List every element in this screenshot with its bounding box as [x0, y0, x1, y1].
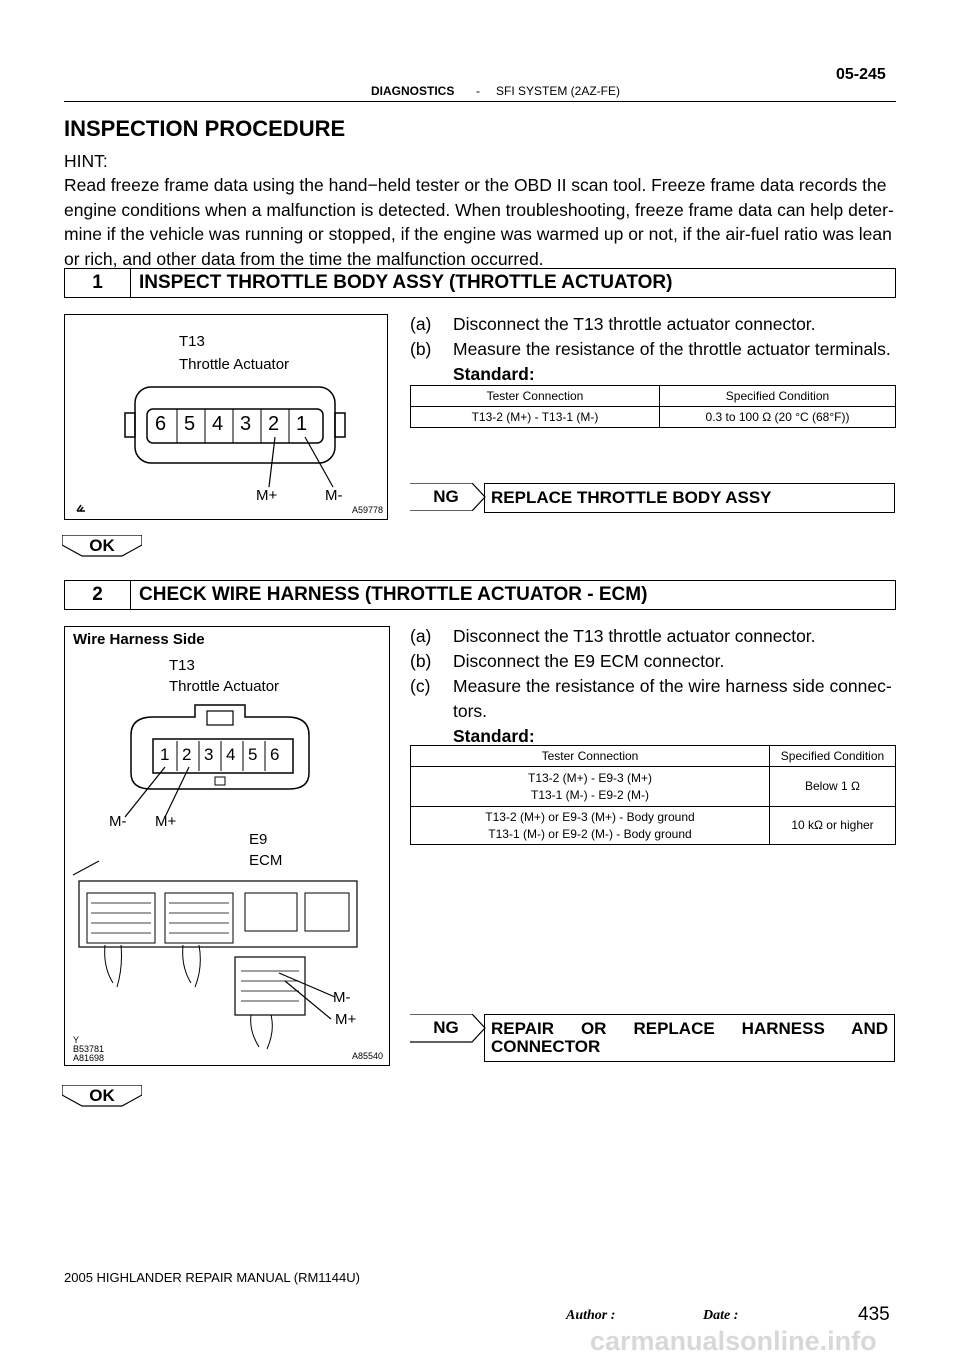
harness-lock — [207, 711, 233, 725]
instruction-letter: (a) — [410, 626, 432, 646]
instruction-text: tors. — [453, 701, 488, 721]
table-header: Tester Connection — [411, 746, 770, 767]
pin-label: 3 — [204, 745, 214, 764]
ecm-window — [245, 893, 297, 931]
instruction-text: Measure the resistance of the throttle actuator terminals. — [453, 339, 891, 359]
fig2-ecm-m-minus: M- — [333, 989, 351, 1006]
e9-wires — [251, 1015, 273, 1049]
fig2-connector-name: Throttle Actuator — [169, 678, 280, 695]
fig2-label-m-plus: M+ — [155, 813, 177, 830]
fig1-code: A59778 — [352, 505, 384, 515]
page-title: INSPECTION PROCEDURE — [64, 116, 346, 141]
pin-label: 5 — [184, 413, 196, 435]
pin-label: 4 — [212, 413, 224, 435]
header-rule — [64, 101, 896, 102]
pin-label: 1 — [296, 413, 308, 435]
step-2-header — [64, 580, 896, 610]
instruction-text: Measure the resistance of the wire harness side connec- — [453, 676, 892, 696]
leader-e9-minus — [279, 973, 335, 997]
ng-action-line-1: REPAIR OR REPLACE HARNESS AND — [491, 1019, 888, 1038]
pin-label: 6 — [155, 413, 167, 435]
leader-e9-plus — [285, 981, 331, 1019]
page-number: 435 — [858, 1304, 890, 1325]
figure-throttle-connector — [64, 314, 388, 520]
table-cell-line: T13-1 (M-) - E9-2 (M-) — [531, 787, 649, 802]
leader-m-minus — [305, 437, 333, 487]
page-ref: 05-245 — [836, 66, 886, 83]
fig1-connector-id: T13 — [179, 333, 205, 350]
step-1-ng-result[interactable] — [410, 483, 895, 511]
fig2-ecm-name: ECM — [249, 852, 283, 869]
header-system: SFI SYSTEM (2AZ-FE) — [496, 84, 621, 98]
header-separator: - — [476, 84, 480, 98]
fig2-code-3: A85540 — [352, 1051, 384, 1061]
table-header: Tester Connection — [411, 386, 660, 407]
table-cell — [411, 807, 770, 845]
ecm-outline — [73, 861, 99, 875]
ecm-window — [305, 893, 349, 931]
harness-key — [215, 777, 225, 785]
fig1-label-m-minus: M- — [325, 487, 343, 504]
table-cell: T13-2 (M+) - T13-1 (M-) — [411, 407, 660, 428]
ng-label: NG — [433, 487, 459, 506]
hint-line: Read freeze frame data using the hand−held tester or the OBD II scan tool. Freeze frame data records the — [64, 175, 887, 195]
header-bar — [0, 84, 960, 100]
instruction-text: Disconnect the T13 throttle actuator connector. — [453, 314, 816, 334]
ng-label: NG — [433, 1018, 459, 1037]
table-header: Specified Condition — [660, 386, 896, 407]
ng-action-box — [484, 1014, 895, 1062]
connector-lock — [335, 413, 345, 437]
table-cell-line: T13-1 (M-) or E9-2 (M-) - Body ground — [488, 826, 692, 841]
pin-label: 5 — [248, 745, 258, 764]
step-1-ok-result[interactable] — [62, 535, 142, 557]
fig1-label-m-plus: M+ — [256, 487, 278, 504]
table-cell: 10 kΩ or higher — [770, 807, 896, 845]
step-1-number: 1 — [65, 269, 131, 297]
fig2-connector-id: T13 — [169, 657, 195, 674]
hint-line: or rich, and other data from the time the malfunction occurred. — [64, 248, 544, 269]
ecm-body — [79, 881, 357, 947]
step-1-instructions — [410, 312, 900, 387]
fig1-mark-icon — [75, 503, 87, 513]
ecm-connector-block — [165, 893, 233, 943]
hint-line: engine conditions when a malfunction is detected. When troubleshooting, freeze frame data can help deter- — [64, 199, 894, 220]
instruction-letter: (a) — [410, 314, 432, 334]
table-cell-line: T13-2 (M+) or E9-3 (M+) - Body ground — [485, 809, 695, 824]
pin-label: 2 — [268, 413, 280, 435]
fig2-ecm-m-plus: M+ — [335, 1011, 357, 1028]
step-2-ok-result[interactable] — [62, 1085, 142, 1107]
manual-title: 2005 HIGHLANDER REPAIR MANUAL (RM1144U) — [64, 1270, 360, 1285]
harness-wires — [105, 945, 201, 987]
step-2-instructions — [410, 624, 900, 749]
hint-label: HINT: — [64, 151, 108, 171]
pin-label: 2 — [182, 745, 192, 764]
instruction-text: Disconnect the E9 ECM connector. — [453, 651, 725, 671]
author-label: Author : — [566, 1308, 616, 1323]
table-cell-line: T13-2 (M+) - E9-3 (M+) — [527, 770, 653, 785]
fig1-connector-name: Throttle Actuator — [179, 356, 290, 373]
table-cell: 0.3 to 100 Ω (20 °C (68°F)) — [660, 407, 896, 428]
step-2-ng-result[interactable] — [410, 1014, 895, 1062]
figure-harness — [64, 626, 390, 1066]
table-cell: Below 1 Ω — [770, 767, 896, 807]
fig2-side-label: Wire Harness Side — [73, 631, 205, 648]
connector-lock — [125, 413, 135, 437]
leader-m-plus — [165, 767, 189, 817]
ok-label: OK — [89, 1086, 115, 1105]
e9-connector — [235, 957, 305, 1015]
hint-text — [64, 173, 904, 271]
instruction-text: Disconnect the T13 throttle actuator connector. — [453, 626, 816, 646]
ecm-pins — [91, 903, 229, 933]
fig2-ecm-id: E9 — [249, 831, 268, 848]
step-2-title: CHECK WIRE HARNESS (THROTTLE ACTUATOR - ECM) — [139, 584, 648, 605]
date-label: Date : — [703, 1308, 739, 1323]
pin-label: 1 — [160, 745, 170, 764]
instruction-letter: (b) — [410, 651, 432, 671]
standard-label: Standard: — [453, 364, 535, 384]
ecm-connector-block — [87, 893, 155, 943]
fig2-code-1: B53781 — [73, 1044, 105, 1054]
pin-label: 6 — [270, 745, 280, 764]
instruction-letter: (b) — [410, 339, 432, 359]
watermark: carmanualsonline.info — [590, 1326, 877, 1356]
step-2-number: 2 — [65, 581, 131, 609]
step-1-standard-table — [410, 385, 896, 428]
header-section: DIAGNOSTICS — [371, 84, 455, 98]
fig2-code-2: A81698 — [73, 1053, 105, 1063]
ng-action-box — [484, 483, 895, 513]
leader-m-plus — [269, 437, 275, 487]
pin-label: 4 — [226, 745, 236, 764]
step-2-standard-table — [410, 745, 896, 845]
pin-label: 3 — [240, 413, 252, 435]
instruction-letter: (c) — [410, 676, 431, 696]
fig2-label-m-minus: M- — [109, 813, 127, 830]
step-1-title: INSPECT THROTTLE BODY ASSY (THROTTLE ACTUATOR) — [139, 272, 673, 293]
ok-label: OK — [89, 536, 115, 555]
ng-action-line-2: CONNECTOR — [491, 1037, 601, 1056]
step-1-header — [64, 268, 896, 298]
table-header: Specified Condition — [770, 746, 896, 767]
table-cell — [411, 767, 770, 807]
ng-action: REPLACE THROTTLE BODY ASSY — [491, 488, 772, 507]
hint-line: mine if the vehicle was running or stopped, if the engine was warmed up or not, if the air-fuel ratio was lean — [64, 224, 892, 244]
standard-label: Standard: — [453, 726, 535, 746]
fig2-code-y: Y — [73, 1035, 80, 1045]
